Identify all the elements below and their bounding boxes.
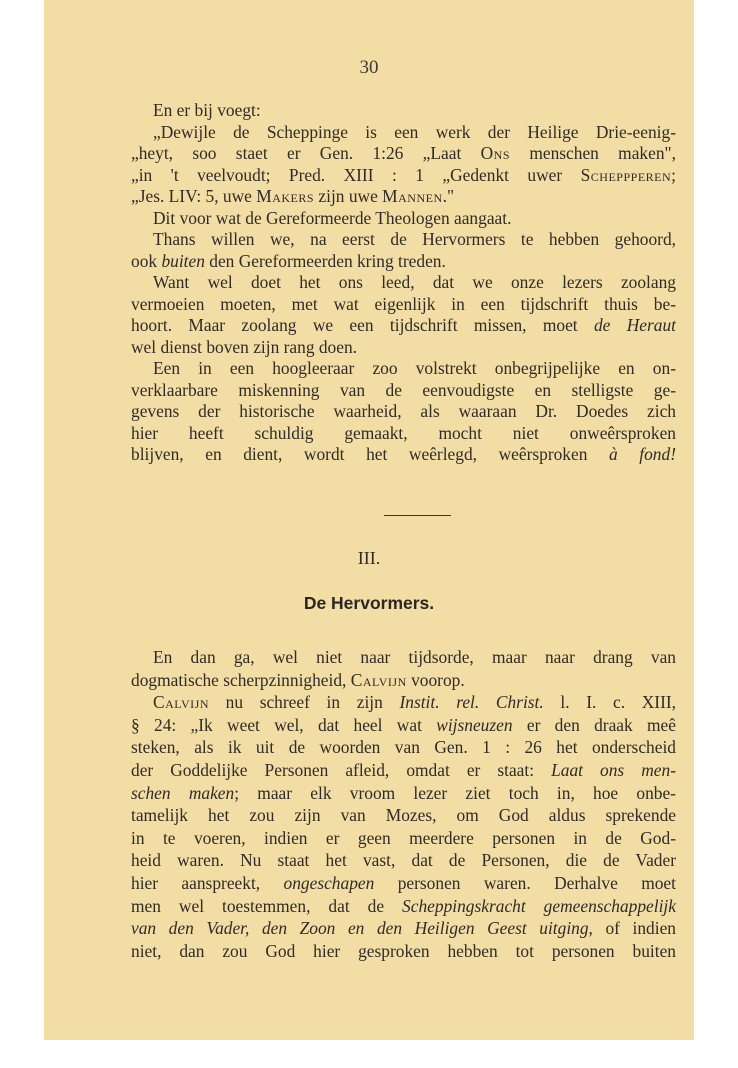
text-line: Een in een hoogleeraar zoo volstrekt onbegrijpelijke en on-	[153, 358, 676, 378]
text-line: Calvijn nu schreef in zijn Instit. rel. Christ. l. I. c. XIII,	[153, 692, 677, 713]
top-text-block	[131, 100, 676, 466]
text-line: Thans willen we, na eerst de Hervormers te hebben gehoord,	[153, 229, 676, 249]
text-line: heid waren. Nu staat het vast, dat de Personen, die de Vader	[131, 850, 676, 871]
text-line: tamelijk het zou zijn van Mozes, om God aldus sprekende	[131, 805, 676, 826]
text-line: in te voeren, indien er geen meerdere personen in de God-	[131, 827, 676, 848]
text-line: gevens der historische waarheid, als waaraan Dr. Doedes zich	[131, 401, 676, 421]
text-line: „heyt, soo staet er Gen. 1:26 „Laat Ons menschen maken",	[131, 143, 676, 163]
text-line: steken, als ik uit de woorden van Gen. 1 : 26 het onderscheid	[131, 737, 676, 758]
text-line: wel dienst boven zijn rang doen.	[131, 336, 358, 357]
text-line: hier aanspreekt, ongeschapen personen waren. Derhalve moet	[131, 872, 676, 893]
text-line: § 24: „Ik weet wel, dat heel wat wijsneuzen er den draak meê	[131, 714, 676, 735]
text-line: dogmatische scherpzinnigheid, Calvijn voorop.	[131, 669, 465, 690]
text-line: van den Vader, den Zoon en den Heiligen Geest uitging, of indien	[131, 918, 677, 939]
text-line: blijven, en dient, wordt het weêrlegd, weêrsproken à fond!	[131, 444, 676, 464]
section-divider	[384, 515, 451, 516]
text-line: schen maken; maar elk vroom lezer ziet toch in, hoe onbe-	[131, 782, 676, 803]
text-line: En dan ga, wel niet naar tijdsorde, maar naar drang van	[153, 647, 676, 667]
text-line: der Goddelijke Personen afleid, omdat er staat: Laat ons men-	[131, 759, 677, 780]
book-page	[44, 0, 694, 1040]
text-line: vermoeien moeten, met wat eigenlijk in een tijdschrift thuis be-	[131, 293, 676, 314]
text-line: men wel toestemmen, dat de Scheppingskracht gemeenschappelijk	[131, 895, 676, 916]
text-line: hoort. Maar zoolang we een tijdschrift missen, moet de Heraut	[131, 315, 676, 335]
text-line: „Jes. LIV: 5, uwe Makers zijn uwe Mannen."	[131, 186, 455, 206]
text-line: Want wel doet het ons leed, dat we onze lezers zoolang	[153, 272, 676, 292]
text-line: niet, dan zou God hier gesproken hebben tot personen buiten	[131, 940, 676, 961]
page-number: 30	[359, 57, 379, 78]
text-line: „Dewijle de Scheppinge is een werk der Heilige Drie-eenig-	[153, 121, 676, 142]
chapter-title: De Hervormers.	[303, 593, 435, 613]
bottom-text-block	[131, 646, 676, 962]
text-line: En er bij voegt:	[153, 100, 261, 120]
text-line: hier heeft schuldig gemaakt, mocht niet onweêrsproken	[131, 422, 676, 443]
text-line: verklaarbare miskenning van de eenvoudigste en stelligste ge-	[131, 379, 676, 400]
text-line: „in 't veelvoudt; Pred. XIII : 1 „Gedenkt uwer Scheppperen;	[131, 164, 676, 185]
text-line: Dit voor wat de Gereformeerde Theologen aangaat.	[153, 207, 512, 228]
chapter-number: III.	[357, 548, 381, 568]
text-line: ook buiten den Gereformeerden kring treden.	[131, 250, 446, 271]
